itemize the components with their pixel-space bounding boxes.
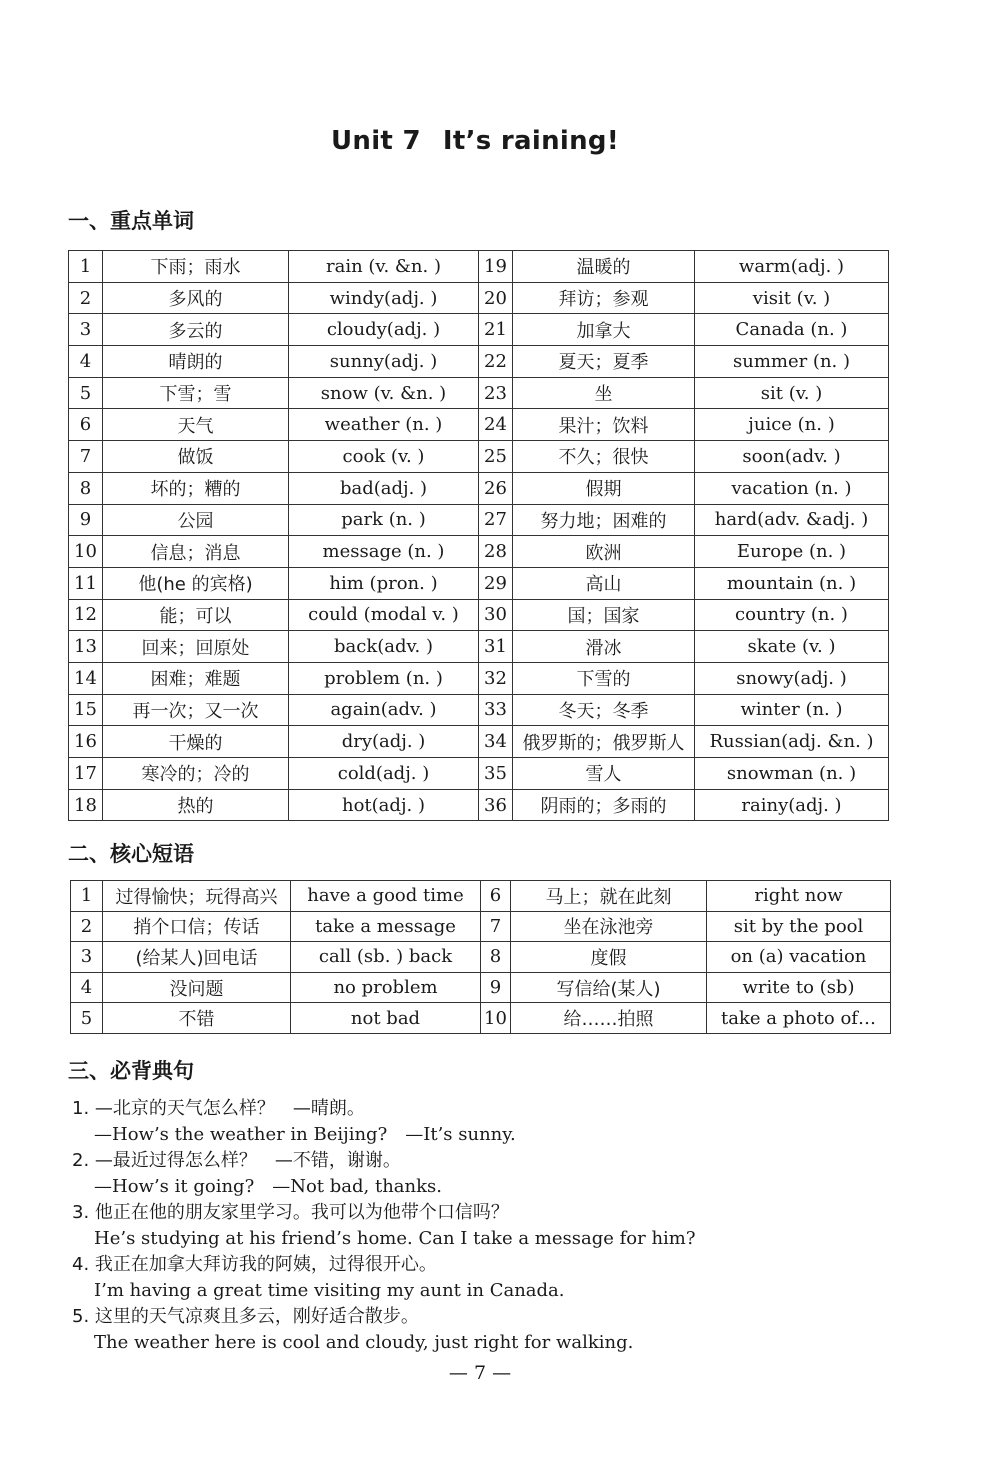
sentence-chinese: 4. 我正在加拿大拜访我的阿姨，过得很开心。 <box>72 1254 437 1275</box>
english-word: warm(adj. ) <box>695 251 889 283</box>
english-word: call (sb. ) back <box>291 942 481 973</box>
english-word: weather (n. ) <box>289 409 479 441</box>
vocab-row <box>69 536 889 568</box>
english-word: windy(adj. ) <box>289 282 479 314</box>
vocab-row <box>69 441 889 473</box>
phrase-row <box>71 972 891 1003</box>
entry-number: 14 <box>69 662 103 694</box>
chinese-meaning: 过得愉快；玩得高兴 <box>103 881 291 912</box>
entry-number: 17 <box>69 758 103 790</box>
english-word: skate (v. ) <box>695 631 889 663</box>
chinese-meaning: 捎个口信；传话 <box>103 911 291 942</box>
entry-number: 10 <box>481 1003 511 1034</box>
vocab-row <box>69 409 889 441</box>
chinese-meaning: 高山 <box>513 567 695 599</box>
chinese-meaning: 下雪的 <box>513 662 695 694</box>
english-word: on (a) vacation <box>707 942 891 973</box>
entry-number: 25 <box>479 441 513 473</box>
vocab-row <box>69 314 889 346</box>
unit-label: Unit 7 <box>331 126 421 156</box>
english-word: take a message <box>291 911 481 942</box>
chinese-meaning: 不久；很快 <box>513 441 695 473</box>
page-number: — 7 — <box>448 1362 512 1384</box>
entry-number: 4 <box>71 972 103 1003</box>
entry-number: 4 <box>69 346 103 378</box>
phrase-row <box>71 881 891 912</box>
chinese-meaning: 多云的 <box>103 314 289 346</box>
english-word: no problem <box>291 972 481 1003</box>
sentence-english: He’s studying at his friend’s home. Can I take a message for him? <box>94 1228 696 1249</box>
entry-number: 8 <box>69 472 103 504</box>
phrases-table-body <box>71 881 891 1034</box>
entry-number: 2 <box>69 282 103 314</box>
sentences-heading: 三、必背典句 <box>68 1059 194 1083</box>
entry-number: 34 <box>479 726 513 758</box>
chinese-meaning: 天气 <box>103 409 289 441</box>
chinese-meaning: (给某人)回电话 <box>103 942 291 973</box>
entry-number: 6 <box>481 881 511 912</box>
phrases-table <box>70 880 891 1034</box>
entry-number: 31 <box>479 631 513 663</box>
chinese-meaning: 欧洲 <box>513 536 695 568</box>
sentence-english: —How’s it going? —Not bad, thanks. <box>94 1176 442 1197</box>
entry-number: 27 <box>479 504 513 536</box>
vocab-row <box>69 504 889 536</box>
chinese-meaning: 做饭 <box>103 441 289 473</box>
chinese-meaning: 坏的；糟的 <box>103 472 289 504</box>
english-word: vacation (n. ) <box>695 472 889 504</box>
entry-number: 8 <box>481 942 511 973</box>
english-word: juice (n. ) <box>695 409 889 441</box>
entry-number: 3 <box>69 314 103 346</box>
chinese-meaning: 国；国家 <box>513 599 695 631</box>
chinese-meaning: 坐 <box>513 377 695 409</box>
chinese-meaning: 不错 <box>103 1003 291 1034</box>
vocab-table <box>68 250 889 821</box>
chinese-meaning: 给……拍照 <box>511 1003 707 1034</box>
chinese-meaning: 寒冷的；冷的 <box>103 758 289 790</box>
vocab-table-body <box>69 251 889 821</box>
sentence-list <box>72 1096 932 1356</box>
chinese-meaning: 拜访；参观 <box>513 282 695 314</box>
english-word: winter (n. ) <box>695 694 889 726</box>
english-word: cloudy(adj. ) <box>289 314 479 346</box>
chinese-meaning: 努力地；困难的 <box>513 504 695 536</box>
english-word: right now <box>707 881 891 912</box>
sentence-english: —How’s the weather in Beijing? —It’s sunny. <box>94 1124 516 1145</box>
english-word: dry(adj. ) <box>289 726 479 758</box>
english-word: soon(adv. ) <box>695 441 889 473</box>
english-word: snowman (n. ) <box>695 758 889 790</box>
sentence-chinese: 2. —最近过得怎么样？ —不错，谢谢。 <box>72 1150 401 1171</box>
vocab-row <box>69 377 889 409</box>
entry-number: 7 <box>69 441 103 473</box>
english-word: write to (sb) <box>707 972 891 1003</box>
phrase-row <box>71 1003 891 1034</box>
chinese-meaning: 滑冰 <box>513 631 695 663</box>
english-word: have a good time <box>291 881 481 912</box>
vocab-heading: 一、重点单词 <box>68 209 194 233</box>
entry-number: 28 <box>479 536 513 568</box>
chinese-meaning: 再一次；又一次 <box>103 694 289 726</box>
entry-number: 21 <box>479 314 513 346</box>
chinese-meaning: 写信给(某人) <box>511 972 707 1003</box>
english-word: summer (n. ) <box>695 346 889 378</box>
english-word: bad(adj. ) <box>289 472 479 504</box>
english-word: mountain (n. ) <box>695 567 889 599</box>
vocab-row <box>69 631 889 663</box>
chinese-meaning: 果汁；饮料 <box>513 409 695 441</box>
chinese-meaning: 他(he 的宾格) <box>103 567 289 599</box>
chinese-meaning: 阴雨的；多雨的 <box>513 789 695 821</box>
vocab-row <box>69 599 889 631</box>
sentence-english: I’m having a great time visiting my aunt in Canada. <box>94 1280 565 1301</box>
chinese-meaning: 热的 <box>103 789 289 821</box>
chinese-meaning: 没问题 <box>103 972 291 1003</box>
entry-number: 23 <box>479 377 513 409</box>
entry-number: 9 <box>481 972 511 1003</box>
english-word: him (pron. ) <box>289 567 479 599</box>
sentence-chinese: 3. 他正在他的朋友家里学习。我可以为他带个口信吗？ <box>72 1202 509 1223</box>
english-word: rainy(adj. ) <box>695 789 889 821</box>
entry-number: 10 <box>69 536 103 568</box>
entry-number: 19 <box>479 251 513 283</box>
chinese-meaning: 多风的 <box>103 282 289 314</box>
english-word: country (n. ) <box>695 599 889 631</box>
chinese-meaning: 度假 <box>511 942 707 973</box>
entry-number: 9 <box>69 504 103 536</box>
phrase-row <box>71 942 891 973</box>
english-word: rain (v. &n. ) <box>289 251 479 283</box>
english-word: snow (v. &n. ) <box>289 377 479 409</box>
sentence-chinese: 5. 这里的天气凉爽且多云，刚好适合散步。 <box>72 1306 419 1327</box>
entry-number: 35 <box>479 758 513 790</box>
vocab-row <box>69 567 889 599</box>
entry-number: 13 <box>69 631 103 663</box>
entry-number: 5 <box>71 1003 103 1034</box>
entry-number: 6 <box>69 409 103 441</box>
vocab-row <box>69 758 889 790</box>
sentence-english: The weather here is cool and cloudy, just right for walking. <box>94 1332 634 1353</box>
english-word: Canada (n. ) <box>695 314 889 346</box>
english-word: sit by the pool <box>707 911 891 942</box>
chinese-meaning: 假期 <box>513 472 695 504</box>
entry-number: 7 <box>481 911 511 942</box>
vocab-row <box>69 472 889 504</box>
entry-number: 2 <box>71 911 103 942</box>
english-word: visit (v. ) <box>695 282 889 314</box>
chinese-meaning: 雪人 <box>513 758 695 790</box>
entry-number: 30 <box>479 599 513 631</box>
english-word: not bad <box>291 1003 481 1034</box>
sentence-chinese: 1. —北京的天气怎么样？ —晴朗。 <box>72 1098 365 1119</box>
chinese-meaning: 夏天；夏季 <box>513 346 695 378</box>
chinese-meaning: 马上；就在此刻 <box>511 881 707 912</box>
entry-number: 33 <box>479 694 513 726</box>
entry-number: 12 <box>69 599 103 631</box>
chinese-meaning: 坐在泳池旁 <box>511 911 707 942</box>
chinese-meaning: 下雨；雨水 <box>103 251 289 283</box>
english-word: hard(adv. &adj. ) <box>695 504 889 536</box>
english-word: snowy(adj. ) <box>695 662 889 694</box>
english-word: could (modal v. ) <box>289 599 479 631</box>
vocab-row <box>69 662 889 694</box>
phrases-heading: 二、核心短语 <box>68 842 194 866</box>
entry-number: 18 <box>69 789 103 821</box>
entry-number: 22 <box>479 346 513 378</box>
chinese-meaning: 困难；难题 <box>103 662 289 694</box>
english-word: Russian(adj. &n. ) <box>695 726 889 758</box>
entry-number: 32 <box>479 662 513 694</box>
vocab-row <box>69 789 889 821</box>
entry-number: 15 <box>69 694 103 726</box>
chinese-meaning: 晴朗的 <box>103 346 289 378</box>
chinese-meaning: 干燥的 <box>103 726 289 758</box>
page-title <box>0 126 950 156</box>
english-word: park (n. ) <box>289 504 479 536</box>
unit-topic: It’s raining! <box>442 126 619 156</box>
entry-number: 24 <box>479 409 513 441</box>
english-word: sit (v. ) <box>695 377 889 409</box>
entry-number: 16 <box>69 726 103 758</box>
vocab-row <box>69 694 889 726</box>
english-word: again(adv. ) <box>289 694 479 726</box>
chinese-meaning: 俄罗斯的；俄罗斯人 <box>513 726 695 758</box>
english-word: take a photo of… <box>707 1003 891 1034</box>
vocab-row <box>69 282 889 314</box>
vocab-row <box>69 251 889 283</box>
entry-number: 26 <box>479 472 513 504</box>
entry-number: 5 <box>69 377 103 409</box>
english-word: cold(adj. ) <box>289 758 479 790</box>
english-word: cook (v. ) <box>289 441 479 473</box>
chinese-meaning: 公园 <box>103 504 289 536</box>
chinese-meaning: 加拿大 <box>513 314 695 346</box>
entry-number: 20 <box>479 282 513 314</box>
vocab-row <box>69 726 889 758</box>
chinese-meaning: 回来；回原处 <box>103 631 289 663</box>
chinese-meaning: 能；可以 <box>103 599 289 631</box>
entry-number: 1 <box>71 881 103 912</box>
entry-number: 1 <box>69 251 103 283</box>
english-word: problem (n. ) <box>289 662 479 694</box>
phrase-row <box>71 911 891 942</box>
english-word: Europe (n. ) <box>695 536 889 568</box>
chinese-meaning: 冬天；冬季 <box>513 694 695 726</box>
chinese-meaning: 信息；消息 <box>103 536 289 568</box>
english-word: back(adv. ) <box>289 631 479 663</box>
english-word: hot(adj. ) <box>289 789 479 821</box>
entry-number: 11 <box>69 567 103 599</box>
entry-number: 29 <box>479 567 513 599</box>
entry-number: 36 <box>479 789 513 821</box>
english-word: sunny(adj. ) <box>289 346 479 378</box>
english-word: message (n. ) <box>289 536 479 568</box>
entry-number: 3 <box>71 942 103 973</box>
chinese-meaning: 下雪；雪 <box>103 377 289 409</box>
vocab-row <box>69 346 889 378</box>
chinese-meaning: 温暖的 <box>513 251 695 283</box>
